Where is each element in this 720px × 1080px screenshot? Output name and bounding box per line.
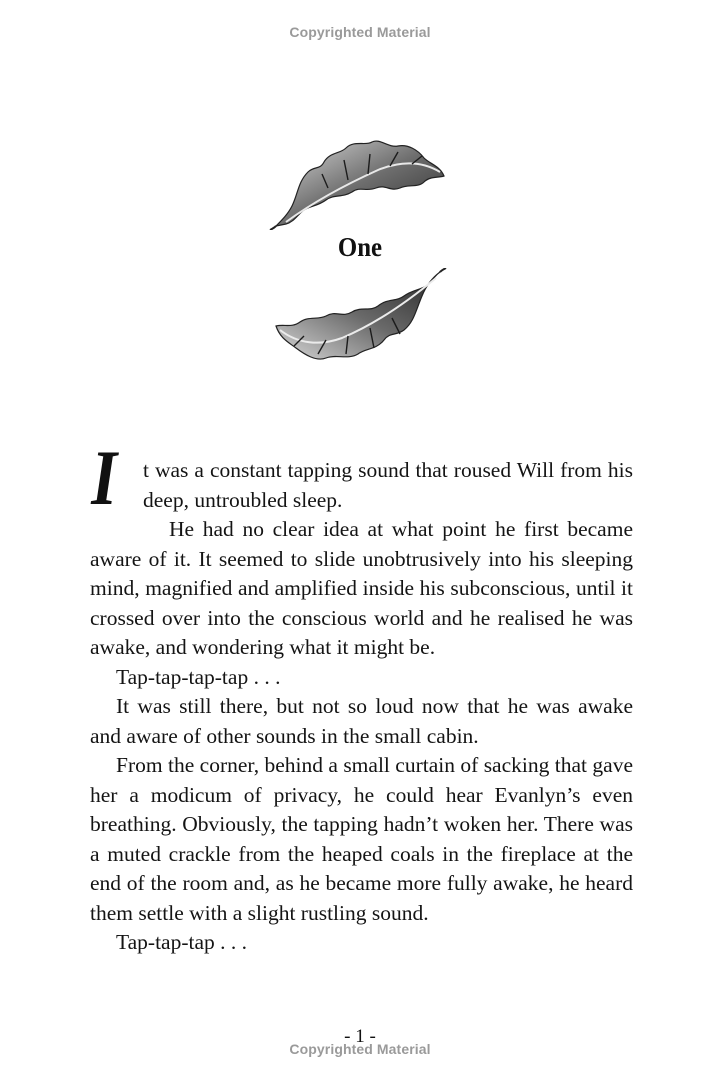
paragraph: [90, 434, 633, 521]
paragraph: He had no clear idea at what point he first became aware of it. It seemed to slide unobtrusively into his sleeping mind, magnified and amplified inside his subconscious, until it crossed over into the conscious world and he realised he was awake, and wondering what it might be.: [90, 517, 633, 659]
paragraph: Tap-tap-tap . . .: [116, 930, 248, 954]
paragraph: From the corner, behind a small curtain of sacking that gave her a modicum of privacy, he could hear Evanlyn’s even breathing. Obviously, the tapping hadn’t woken her. There was a muted crackle from the heaped coals in the fireplace at the end of the room and, as he became more fully awake, he heard them settle with a slight rustling sound.: [90, 753, 633, 925]
drop-cap: [87, 434, 139, 521]
paragraph: Tap-tap-tap-tap . . .: [116, 664, 281, 689]
drop-cap-letter: I: [91, 434, 118, 521]
chapter-title: One: [337, 232, 383, 262]
paragraph: It was still there, but not so loud now that he was awake and aware of other sounds in the small cabin.: [90, 694, 633, 748]
oak-leaf-top-icon: [268, 136, 448, 230]
copyright-watermark-top: Copyrighted Material: [289, 24, 431, 40]
copyright-watermark-bottom: Copyrighted Material: [289, 1041, 431, 1057]
oak-leaf-bottom-icon: [272, 268, 448, 364]
page-number: - 1 -: [344, 1026, 376, 1047]
chapter-body: [90, 434, 633, 958]
paragraph-text: t was a constant tapping sound that roused Will from his deep, untroubled sleep.: [143, 458, 633, 512]
